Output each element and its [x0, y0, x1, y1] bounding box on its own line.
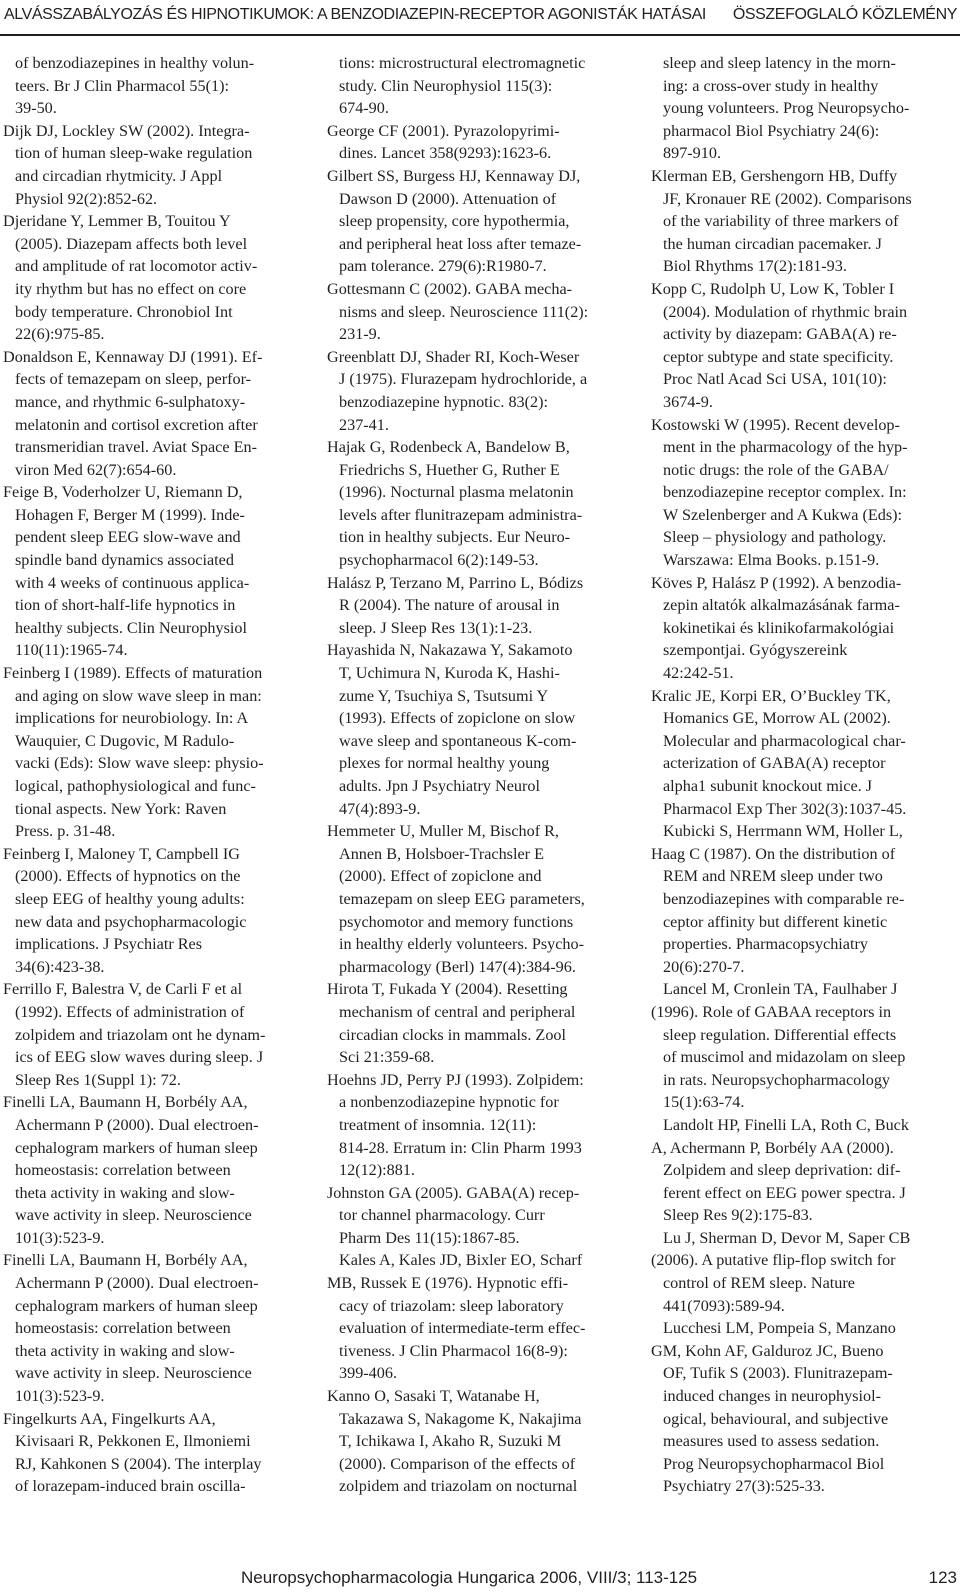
reference-line: (1993). Effects of zopiclone on slow: [339, 709, 576, 728]
reference-line: ity rhythm but has no effect on core: [15, 279, 247, 298]
reference-line: ceptor affinity but different kinetic: [663, 912, 888, 931]
reference-entry-start: Hirota T, Fukada Y (2004). Resetting: [327, 980, 568, 999]
reference-line: Dawson D (2000). Attenuation of: [339, 189, 557, 208]
reference-line: zolpidem and triazolam ont he dynam-: [15, 1025, 266, 1044]
reference-entry-start: Kralic JE, Korpi ER, O’Buckley TK,: [651, 686, 891, 705]
reference-line: ceptor subtype and state specificity.: [663, 347, 894, 366]
reference-line: szempontjai. Gyógyszereink: [663, 641, 848, 660]
reference-line: 22(6):975-85.: [15, 325, 105, 344]
reference-entry-start: (2006). A putative flip-flop switch for: [651, 1251, 896, 1270]
reference-line: W Szelenberger and A Kukwa (Eds):: [663, 505, 903, 524]
reference-line: 39-50.: [15, 99, 57, 118]
reference-line: (1992). Effects of administration of: [15, 1002, 245, 1021]
reference-line: ogical, behavioural, and subjective: [663, 1409, 889, 1428]
reference-line: Proc Natl Acad Sci USA, 101(10):: [663, 370, 887, 389]
reference-line: viron Med 62(7):654-60.: [15, 460, 177, 479]
reference-entry-start: Kanno O, Sasaki T, Watanabe H,: [327, 1387, 540, 1406]
reference-line: tion in healthy subjects. Eur Neuro-: [339, 528, 571, 547]
reference-line: mechanism of central and peripheral: [339, 1002, 576, 1021]
reference-line: tions: microstructural electromagnetic: [339, 54, 586, 72]
reference-line: of the variability of three markers of: [663, 212, 899, 231]
running-title: ALVÁSSZABÁLYOZÁS ÉS HIPNOTIKUMOK: A BENZODIAZEPIN-RECEPTOR AGONISTÁK HATÁSAI: [4, 6, 706, 23]
reference-line: measures used to assess sedation.: [663, 1432, 880, 1451]
reference-line: Sleep Res 1(Suppl 1): 72.: [15, 1070, 181, 1089]
reference-line: 441(7093):589-94.: [663, 1296, 785, 1315]
reference-entry-start: Hayashida N, Nakazawa Y, Sakamoto: [327, 641, 573, 660]
reference-line: mance, and rhythmic 6-sulphatoxy-: [15, 392, 246, 411]
reference-line: circadian clocks in mammals. Zool: [339, 1025, 567, 1044]
reference-line: control of REM sleep. Nature: [663, 1274, 855, 1293]
reference-line: sleep. J Sleep Res 13(1):1-23.: [339, 618, 533, 637]
reference-line: sleep EEG of healthy young adults:: [15, 889, 245, 908]
reference-line: REM and NREM sleep under two: [663, 867, 883, 886]
reference-entry-start: Finelli LA, Baumann H, Borbély AA,: [3, 1093, 248, 1112]
reference-line: tor channel pharmacology. Curr: [339, 1206, 545, 1225]
reference-line: Achermann P (2000). Dual electroen-: [15, 1115, 259, 1134]
reference-line: a nonbenzodiazepine hypnotic for: [339, 1093, 559, 1112]
reference-line: 15(1):63-74.: [663, 1093, 745, 1112]
reference-line: Homanics GE, Morrow AL (2002).: [663, 709, 891, 728]
reference-entry-start: Johnston GA (2005). GABA(A) recep-: [327, 1183, 580, 1202]
reference-line: ment in the pharmacology of the hyp-: [663, 438, 908, 457]
reference-line: Hohagen F, Berger M (1999). Inde-: [15, 505, 245, 524]
reference-line: cephalogram markers of human sleep: [15, 1296, 258, 1315]
reference-line: 110(11):1965-74.: [15, 641, 128, 660]
header-rule: [0, 34, 960, 36]
reference-line: and peripheral heat loss after temaze-: [339, 234, 582, 253]
reference-line: Prog Neuropsychopharmacol Biol: [663, 1454, 885, 1473]
reference-line: plexes for normal healthy young: [339, 754, 550, 773]
reference-entry-start: Feige B, Voderholzer U, Riemann D,: [3, 483, 243, 502]
reference-line: pharmacol Biol Psychiatry 24(6):: [663, 121, 880, 140]
reference-line: Sleep Res 9(2):175-83.: [663, 1206, 813, 1225]
reference-line: 814-28. Erratum in: Clin Pharm 1993: [339, 1138, 582, 1157]
reference-line: benzodiazepines with comparable re-: [663, 889, 905, 908]
reference-line: (2004). Modulation of rhythmic brain: [663, 302, 908, 321]
reference-line: 237-41.: [339, 415, 389, 434]
reference-entry-start: Donaldson E, Kennaway DJ (1991). Ef-: [3, 347, 263, 366]
reference-line: alpha1 subunit knockout mice. J: [663, 777, 873, 795]
reference-line: theta activity in waking and slow-: [15, 1341, 235, 1360]
reference-line: 101(3):523-9.: [15, 1387, 105, 1406]
reference-line: J (1975). Flurazepam hydrochloride, a: [339, 370, 588, 389]
reference-entry-start: Haag C (1987). On the distribution of: [651, 844, 896, 863]
journal-citation: Neuropsychopharmacologia Hungarica 2006, VIII/3; 113-125: [241, 1568, 698, 1587]
reference-line: Molecular and pharmacological char-: [663, 731, 906, 750]
reference-entry-start: George CF (2001). Pyrazolopyrimi-: [327, 121, 560, 140]
reference-line: 34(6):423-38.: [15, 957, 105, 976]
reference-line: and amplitude of rat locomotor activ-: [15, 257, 258, 276]
reference-entry-start: A, Achermann P, Borbély AA (2000).: [651, 1138, 894, 1157]
reference-line: and circadian rhytmicity. J Appl: [15, 166, 223, 185]
reference-line: ics of EEG slow waves during sleep. J: [15, 1048, 264, 1067]
reference-column-1: [3, 52, 303, 1498]
reference-line: levels after flunitrazepam administra-: [339, 505, 583, 524]
running-header: [0, 0, 960, 34]
reference-line: Kubicki S, Herrmann WM, Holler L,: [663, 822, 903, 841]
reference-line: 897-910.: [663, 144, 721, 163]
reference-line: Zolpidem and sleep deprivation: dif-: [663, 1161, 901, 1180]
reference-line: 674-90.: [339, 99, 389, 118]
reference-entry-start: Djeridane Y, Lemmer B, Touitou Y: [3, 212, 231, 231]
reference-line: and aging on slow wave sleep in man:: [15, 686, 262, 705]
reference-line: healthy subjects. Clin Neurophysiol: [15, 618, 247, 637]
reference-line: dines. Lancet 358(9293):1623-6.: [339, 144, 552, 163]
reference-line: logical, pathophysiological and func-: [15, 777, 256, 795]
reference-entry-start: MB, Russek E (1976). Hypnotic effi-: [327, 1274, 569, 1293]
reference-line: Wauquier, C Dugovic, M Radulo-: [15, 731, 235, 750]
reference-line: vacki (Eds): Slow wave sleep: physio-: [15, 754, 264, 773]
reference-entry-start: Fingelkurts AA, Fingelkurts AA,: [3, 1409, 216, 1428]
reference-entry-start: Hajak G, Rodenbeck A, Bandelow B,: [327, 438, 570, 457]
reference-line: Kivisaari R, Pekkonen E, Ilmoniemi: [15, 1432, 251, 1451]
reference-line: zume Y, Tsuchiya S, Tsutsumi Y: [339, 686, 549, 705]
reference-line: Takazawa S, Nakagome K, Nakajima: [339, 1409, 582, 1428]
reference-line: properties. Pharmacopsychiatry: [663, 935, 868, 954]
reference-line: zolpidem and triazolam on nocturnal: [339, 1477, 578, 1496]
reference-line: of benzodiazepines in healthy volun-: [15, 54, 255, 72]
reference-line: homeostasis: correlation between: [15, 1319, 231, 1338]
reference-entry-start: Gottesmann C (2002). GABA mecha-: [327, 279, 573, 298]
reference-line: with 4 weeks of continuous applica-: [15, 573, 250, 592]
reference-line: ing: a cross-over study in healthy: [663, 76, 879, 95]
reference-line: (2000). Comparison of the effects of: [339, 1454, 576, 1473]
reference-line: tion of human sleep-wake regulation: [15, 144, 253, 163]
reference-line: kokinetikai és klinikofarmakológiai: [663, 618, 895, 637]
reference-entry-start: Halász P, Terzano M, Parrino L, Bódizs: [327, 573, 584, 592]
reference-line: Friedrichs S, Huether G, Ruther E: [339, 460, 560, 479]
reference-line: treatment of insomnia. 12(11):: [339, 1115, 537, 1134]
reference-line: Sleep – physiology and pathology.: [663, 528, 887, 547]
reference-line: temazepam on sleep EEG parameters,: [339, 889, 585, 908]
reference-entry-start: Hoehns JD, Perry PJ (1993). Zolpidem:: [327, 1070, 584, 1089]
reference-column-2: [327, 52, 627, 1498]
reference-line: spindle band dynamics associated: [15, 551, 234, 570]
reference-line: Achermann P (2000). Dual electroen-: [15, 1274, 259, 1293]
reference-line: body temperature. Chronobiol Int: [15, 302, 233, 321]
reference-line: zepin altatók alkalmazásának farma-: [663, 596, 900, 615]
reference-line: homeostasis: correlation between: [15, 1161, 231, 1180]
reference-line: ferent effect on EEG power spectra. J: [663, 1183, 906, 1202]
reference-line: Psychiatry 27(3):525-33.: [663, 1477, 825, 1496]
reference-line: (2000). Effect of zopiclone and: [339, 867, 542, 886]
reference-line: melatonin and cortisol excretion after: [15, 415, 258, 434]
reference-line: 3674-9.: [663, 392, 713, 411]
reference-line: pam tolerance. 279(6):R1980-7.: [339, 257, 547, 276]
reference-line: Physiol 92(2):852-62.: [15, 189, 158, 208]
reference-line: fects of temazepam on sleep, perfor-: [15, 370, 252, 389]
reference-line: adults. Jpn J Psychiatry Neurol: [339, 777, 540, 795]
reference-line: 42:242-51.: [663, 664, 734, 683]
reference-line: sleep and sleep latency in the morn-: [663, 54, 896, 72]
reference-line: Pharmacol Exp Ther 302(3):1037-45.: [663, 799, 907, 818]
reference-line: in healthy elderly volunteers. Psycho-: [339, 935, 585, 954]
reference-line: Sci 21:359-68.: [339, 1048, 435, 1067]
reference-entry-start: Kostowski W (1995). Recent develop-: [651, 415, 900, 434]
reference-line: Kales A, Kales JD, Bixler EO, Scharf: [339, 1251, 583, 1270]
reference-line: sleep propensity, core hypothermia,: [339, 212, 570, 231]
reference-line: in rats. Neuropsychopharmacology: [663, 1070, 891, 1089]
reference-line: wave activity in sleep. Neuroscience: [15, 1364, 252, 1383]
reference-line: notic drugs: the role of the GABA/: [663, 460, 889, 479]
reference-line: 399-406.: [339, 1364, 397, 1383]
reference-line: sleep regulation. Differential effects: [663, 1025, 897, 1044]
reference-entry-start: Feinberg I, Maloney T, Campbell IG: [3, 844, 240, 863]
reference-line: R (2004). The nature of arousal in: [339, 596, 560, 615]
reference-line: theta activity in waking and slow-: [15, 1183, 235, 1202]
reference-line: Annen B, Holsboer-Trachsler E: [339, 844, 544, 863]
reference-line: benzodiazepine receptor complex. In:: [663, 483, 907, 502]
reference-line: Biol Rhythms 17(2):181-93.: [663, 257, 847, 276]
reference-line: nisms and sleep. Neuroscience 111(2):: [339, 302, 589, 321]
reference-line: acterization of GABA(A) receptor: [663, 754, 886, 773]
reference-line: Landolt HP, Finelli LA, Roth C, Buck: [663, 1115, 909, 1134]
reference-entry-start: Klerman EB, Gershengorn HB, Duffy: [651, 166, 898, 185]
reference-line: psychopharmacol 6(2):149-53.: [339, 551, 539, 570]
reference-line: psychomotor and memory functions: [339, 912, 574, 931]
reference-line: induced changes in neurophysiol-: [663, 1387, 882, 1406]
reference-line: of muscimol and midazolam on sleep: [663, 1048, 906, 1067]
reference-line: activity by diazepam: GABA(A) re-: [663, 325, 897, 344]
reference-entry-start: Kopp C, Rudolph U, Low K, Tobler I: [651, 279, 895, 298]
reference-line: Lu J, Sherman D, Devor M, Saper CB: [663, 1228, 911, 1247]
reference-line: (1996). Nocturnal plasma melatonin: [339, 483, 574, 502]
reference-line: Warszawa: Elma Books. p.151-9.: [663, 551, 880, 570]
reference-line: 231-9.: [339, 325, 381, 344]
reference-line: study. Clin Neurophysiol 115(3):: [339, 76, 553, 95]
reference-line: 12(12):881.: [339, 1161, 415, 1180]
reference-line: teers. Br J Clin Pharmacol 55(1):: [15, 76, 229, 95]
reference-line: Lucchesi LM, Pompeia S, Manzano: [663, 1319, 896, 1338]
reference-line: new data and psychopharmacologic: [15, 912, 247, 931]
page-footer: [0, 1568, 960, 1595]
reference-line: 20(6):270-7.: [663, 957, 745, 976]
reference-line: OF, Tufik S (2003). Flunitrazepam-: [663, 1364, 893, 1383]
reference-entry-start: Finelli LA, Baumann H, Borbély AA,: [3, 1251, 248, 1270]
reference-line: implications. J Psychiatr Res: [15, 935, 203, 954]
reference-entry-start: Dijk DJ, Lockley SW (2002). Integra-: [3, 121, 250, 140]
page-number: 123: [928, 1568, 957, 1587]
reference-line: wave sleep and spontaneous K-com-: [339, 731, 577, 750]
reference-entry-start: Köves P, Halász P (1992). A benzodia-: [651, 573, 902, 592]
reference-line: cacy of triazolam: sleep laboratory: [339, 1296, 564, 1315]
article-type: ÖSSZEFOGLALÓ KÖZLEMÉNY: [732, 6, 957, 23]
reference-line: implications for neurobiology. In: A: [15, 709, 249, 728]
reference-line: Lancel M, Cronlein TA, Faulhaber J: [663, 980, 898, 999]
reference-line: transmeridian travel. Aviat Space En-: [15, 438, 257, 457]
reference-line: tiveness. J Clin Pharmacol 16(8-9):: [339, 1341, 568, 1360]
reference-line: pendent sleep EEG slow-wave and: [15, 528, 241, 547]
reference-entry-start: Greenblatt DJ, Shader RI, Koch-Weser: [327, 347, 580, 366]
reference-line: T, Uchimura N, Kuroda K, Hashi-: [339, 664, 560, 683]
reference-entry-start: GM, Kohn AF, Galduroz JC, Bueno: [651, 1341, 884, 1360]
reference-line: 47(4):893-9.: [339, 799, 421, 818]
reference-line: evaluation of intermediate-term effec-: [339, 1319, 586, 1338]
reference-line: young volunteers. Prog Neuropsycho-: [663, 99, 910, 118]
reference-line: the human circadian pacemaker. J: [663, 234, 882, 253]
reference-line: (2005). Diazepam affects both level: [15, 234, 248, 253]
reference-line: benzodiazepine hypnotic. 83(2):: [339, 392, 549, 411]
reference-entry-start: (1996). Role of GABAA receptors in: [651, 1002, 892, 1021]
reference-line: (2000). Effects of hypnotics on the: [15, 867, 241, 886]
reference-entry-start: Gilbert SS, Burgess HJ, Kennaway DJ,: [327, 166, 581, 185]
reference-line: tion of short-half-life hypnotics in: [15, 596, 236, 615]
reference-line: T, Ichikawa I, Akaho R, Suzuki M: [339, 1432, 562, 1451]
reference-line: cephalogram markers of human sleep: [15, 1138, 258, 1157]
reference-line: 101(3):523-9.: [15, 1228, 105, 1247]
reference-line: Press. p. 31-48.: [15, 822, 116, 841]
reference-line: tional aspects. New York: Raven: [15, 799, 227, 818]
reference-line: of lorazepam-induced brain oscilla-: [15, 1477, 246, 1496]
reference-entry-start: Hemmeter U, Muller M, Bischof R,: [327, 822, 559, 841]
reference-column-3: [651, 52, 951, 1498]
reference-line: JF, Kronauer RE (2002). Comparisons: [663, 189, 912, 208]
reference-line: pharmacology (Berl) 147(4):384-96.: [339, 957, 576, 976]
reference-line: Pharm Des 11(15):1867-85.: [339, 1228, 520, 1247]
reference-entry-start: Feinberg I (1989). Effects of maturation: [3, 664, 263, 683]
reference-line: RJ, Kahkonen S (2004). The interplay: [15, 1454, 262, 1473]
reference-entry-start: Ferrillo F, Balestra V, de Carli F et al: [3, 980, 243, 999]
reference-line: wave activity in sleep. Neuroscience: [15, 1206, 252, 1225]
